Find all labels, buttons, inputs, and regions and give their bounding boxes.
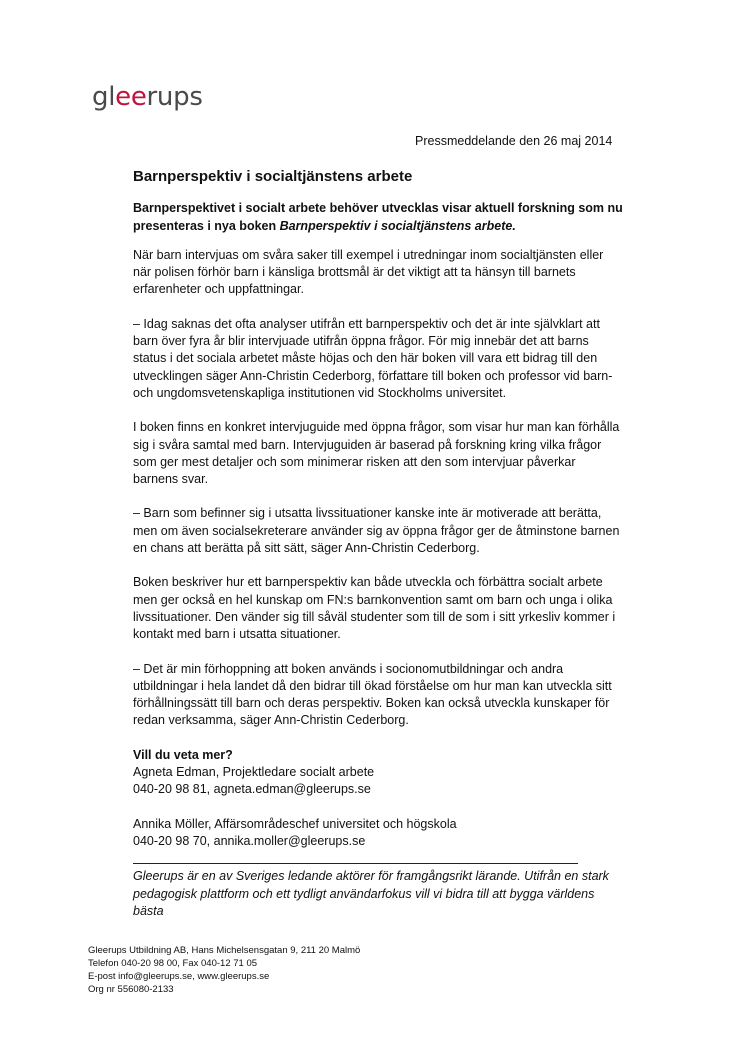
contact-person-2-info[interactable]: 040-20 98 70, annika.moller@gleerups.se [133, 833, 366, 848]
footer-org-nr: Org nr 556080-2133 [88, 984, 174, 995]
logo-text-start: gl [92, 82, 116, 112]
lead-paragraph [133, 200, 623, 235]
page-title: Barnperspektiv i socialtjänstens arbete [133, 168, 413, 185]
logo-text-accent: ee [115, 82, 147, 112]
gleerups-logo [92, 84, 203, 110]
book-title: Barnperspektiv i socialtjänstens arbete. [279, 218, 516, 233]
body-paragraph-2: – Idag saknas det ofta analyser utifrån ett barnperspektiv och det är inte självklart att barn över fyra år blir intervjuade utifrån öppna frågor. För mig innebär det att barns status i det sociala arbetet måste höjas och den här boken vill vara ett bidrag till den utvecklingen säger Ann-Christin Cederborg, författare till boken och professor vid barn- och ungdomsvetenskapliga institutionen vid Stockholms universitet. [133, 316, 613, 400]
contact-person-2 [133, 816, 623, 851]
contact-person-1-name: Agneta Edman, Projektledare socialt arbete [133, 765, 375, 780]
press-release-body [133, 168, 623, 920]
body-paragraph-6: – Det är min förhoppning att boken används i socionomutbildningar och andra utbildningar i hela landet då den bidrar till ökad förståelse om hur man kan utveckla sitt förhållningssätt till barn och deras perspektiv. Boken kan också utveckla kunskaper för redan verksamma, säger Ann-Christin Cederborg. [133, 661, 612, 728]
contact-person-1-info[interactable]: 040-20 98 81, agneta.edman@gleerups.se [133, 782, 371, 797]
body-paragraph-4: – Barn som befinner sig i utsatta livssituationer kanske inte är motiverade att berätta, men om även socialsekreterare använder sig av öppna frågor ger de åtminstone barnen en chans att berätta på sitt sätt, säger Ann-Christin Cederborg. [133, 506, 620, 556]
footer-email-web[interactable]: E-post info@gleerups.se, www.gleerups.se [88, 971, 270, 982]
body-paragraph-5: Boken beskriver hur ett barnperspektiv kan både utveckla och förbättra socialt arbete men ger också en hel kunskap om FN:s barnkonvention samt om barn och unga i olika livssituationer. Den vänder sig till såväl studenter som till de som i sitt yrkesliv kommer i kontakt med barn i utsatta situationer. [133, 575, 616, 642]
contact-person-1 [133, 764, 623, 799]
company-footer [88, 944, 488, 996]
about-gleerups: Gleerups är en av Sveriges ledande aktörer för framgångsrikt lärande. Utifrån en stark pedagogisk plattform och ett tydligt användarfokus vill vi bidra till att bygga världens bästa [133, 869, 609, 918]
divider [133, 863, 578, 864]
body-paragraph-3: I boken finns en konkret intervjuguide med öppna frågor, som visar hur man kan förhålla sig i svåra samtal med barn. Intervjuguiden är baserad på forskning kring vilka frågor som ger mest detaljer och som minimerar risken att den som intervjuar påverkar barnens svar. [133, 420, 620, 487]
press-release-date: Pressmeddelande den 26 maj 2014 [415, 134, 613, 148]
footer-address: Gleerups Utbildning AB, Hans Michelsensgatan 9, 211 20 Malmö [88, 945, 361, 956]
contact-heading: Vill du veta mer? [133, 747, 233, 762]
lead-text: Barnperspektivet i socialt arbete behöver utvecklas visar aktuell forskning som nu presenteras i nya boken [133, 201, 623, 233]
contact-person-2-name: Annika Möller, Affärsområdeschef universitet och högskola [133, 816, 457, 831]
body-paragraph-1: När barn intervjuas om svåra saker till exempel i utredningar inom socialtjänsten eller när polisen förhör barn i känsliga brottsmål är det viktigt att ta hänsyn till barnets erfarenheter och uppfattningar. [133, 247, 604, 297]
footer-phone: Telefon 040-20 98 00, Fax 040-12 71 05 [88, 958, 258, 969]
logo-text-end: rups [146, 82, 203, 112]
